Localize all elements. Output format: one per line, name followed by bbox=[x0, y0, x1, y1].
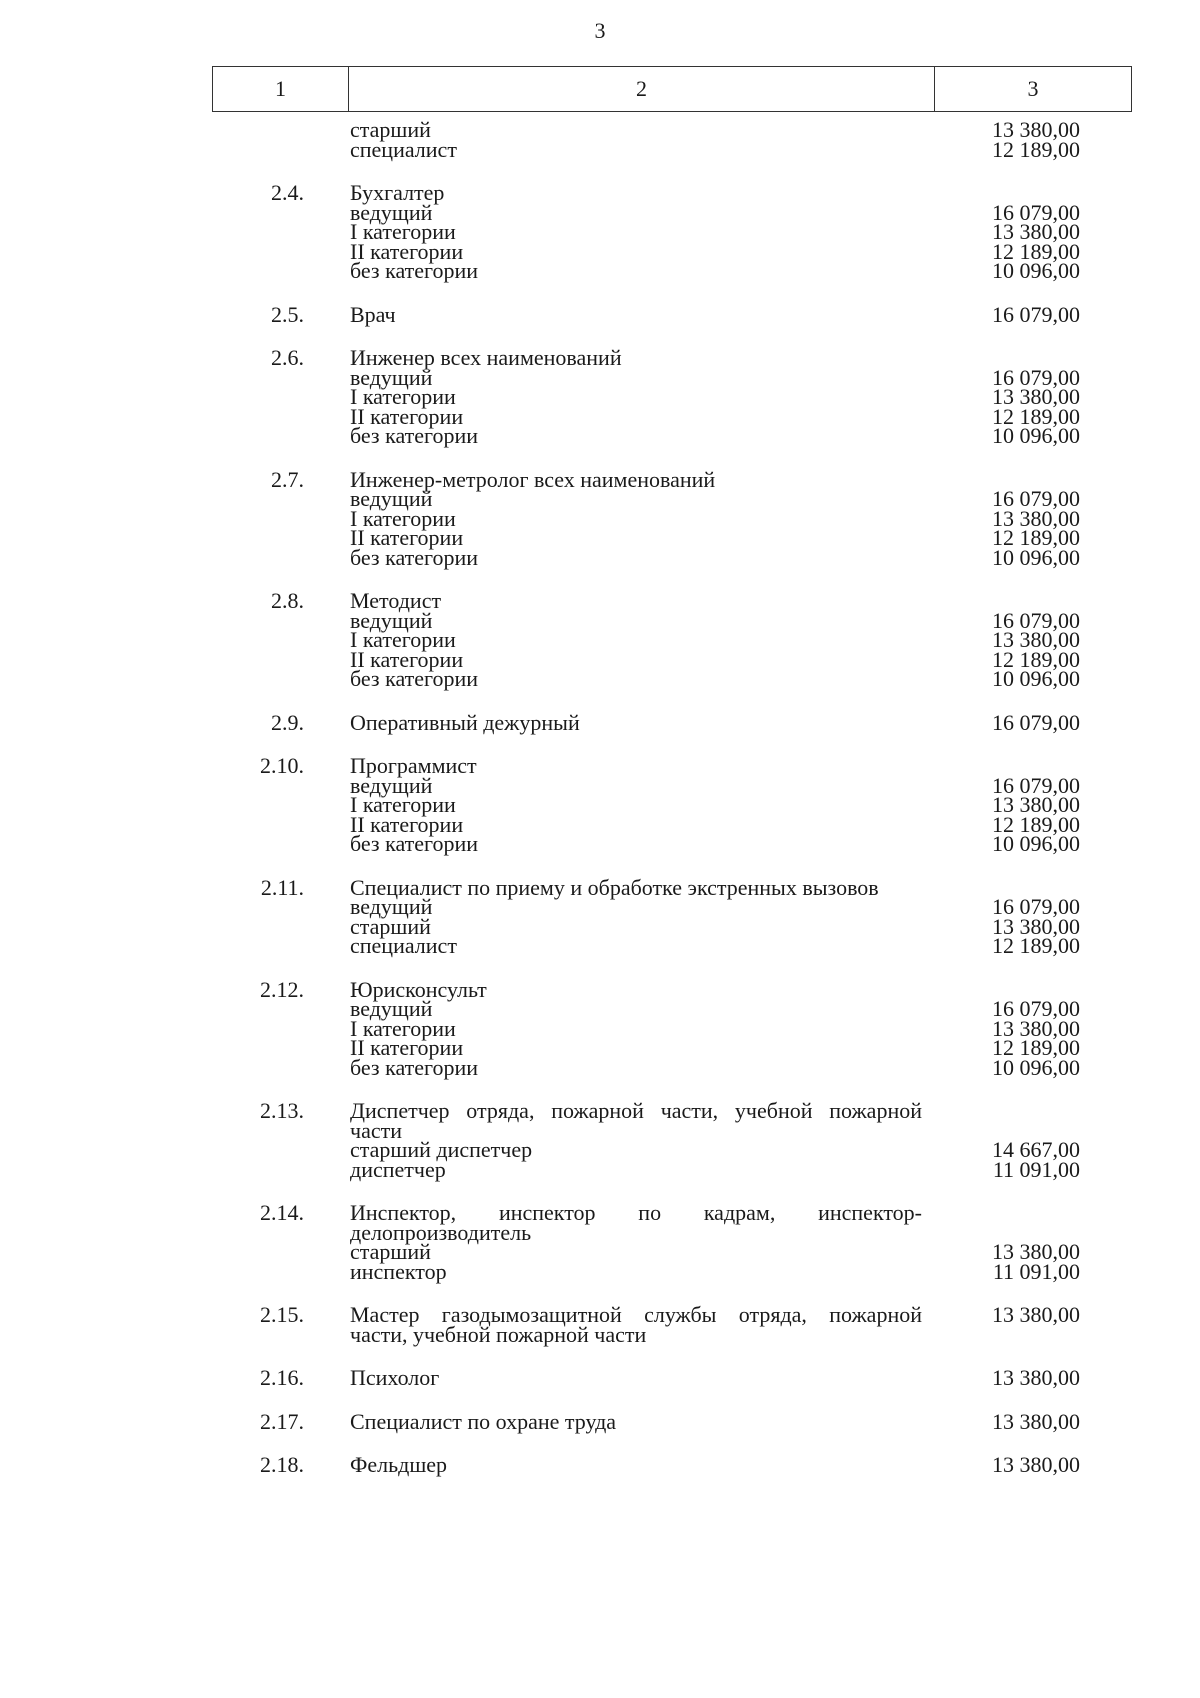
row-sublabel: ведущий bbox=[350, 364, 433, 390]
row-values bbox=[930, 878, 1080, 956]
row-values bbox=[930, 591, 1080, 689]
row-values bbox=[930, 1203, 1080, 1284]
row-title: Специалист по приему и обработке экстренных вызовов bbox=[350, 874, 879, 900]
row-values bbox=[930, 1365, 1080, 1390]
row-sublabel: II категории bbox=[350, 525, 464, 550]
row-values bbox=[930, 980, 1080, 1078]
row-value: 13 380,00 bbox=[992, 1452, 1080, 1477]
row-value: 12 189,00 bbox=[992, 136, 1080, 162]
row-title: Фельдшер bbox=[350, 1452, 448, 1477]
row-sublabel: инспектор bbox=[350, 1258, 447, 1284]
page-number: 3 bbox=[594, 18, 606, 43]
table-row bbox=[0, 117, 1200, 162]
row-value: 12 189,00 bbox=[992, 646, 1080, 672]
row-title: Мастер газодымозащитной службы отряда, пожарной bbox=[350, 1302, 922, 1327]
row-sublabel: ведущий bbox=[350, 996, 433, 1021]
row-sublabel: без категории bbox=[350, 544, 479, 570]
row-number: 2.10. bbox=[260, 753, 304, 778]
row-value: 10 096,00 bbox=[992, 831, 1080, 856]
row-title: Психолог bbox=[350, 1365, 440, 1390]
row-sublabel: ведущий bbox=[350, 199, 433, 225]
row-description bbox=[350, 301, 922, 327]
row-value: 10 096,00 bbox=[992, 544, 1080, 570]
row-sublabel: ведущий bbox=[350, 894, 433, 919]
row-value: 13 380,00 bbox=[992, 1015, 1080, 1041]
row-sublabel: без категории bbox=[350, 1054, 479, 1080]
row-values bbox=[930, 1452, 1080, 1477]
row-title: Юрисконсульт bbox=[350, 976, 487, 1002]
row-value: 12 189,00 bbox=[992, 1035, 1080, 1060]
row-sublabel: I категории bbox=[350, 384, 456, 409]
row-description bbox=[350, 466, 922, 570]
row-value: 13 380,00 bbox=[992, 384, 1080, 409]
row-number: 2.14. bbox=[260, 1200, 304, 1225]
row-sublabel: старший диспетчер bbox=[350, 1137, 533, 1162]
table-row bbox=[0, 345, 1200, 448]
row-title: Специалист по охране труда bbox=[350, 1408, 617, 1434]
row-description bbox=[350, 976, 922, 1080]
row-sublabel: без категории bbox=[350, 258, 479, 283]
row-sublabel: ведущий bbox=[350, 607, 433, 633]
row-sublabel: старший bbox=[350, 1239, 431, 1264]
table-row bbox=[0, 1408, 1200, 1434]
row-value: 16 079,00 bbox=[992, 996, 1080, 1021]
table-row bbox=[0, 874, 1200, 958]
row-sublabel: I категории bbox=[350, 792, 456, 817]
table-row bbox=[0, 1365, 1200, 1390]
row-sublabel: старший bbox=[350, 913, 431, 939]
row-description bbox=[350, 874, 922, 958]
row-title: части bbox=[350, 1117, 402, 1143]
table-row bbox=[0, 466, 1200, 570]
row-value: 13 380,00 bbox=[992, 1408, 1080, 1434]
row-sublabel: II категории bbox=[350, 646, 464, 672]
row-description bbox=[350, 1452, 922, 1477]
row-values bbox=[930, 117, 1080, 162]
row-description bbox=[350, 1200, 922, 1284]
row-values bbox=[930, 756, 1080, 854]
row-description bbox=[350, 345, 922, 448]
row-sublabel: специалист bbox=[350, 136, 457, 162]
table-row bbox=[0, 709, 1200, 735]
row-value: 12 189,00 bbox=[992, 811, 1080, 837]
row-values bbox=[930, 709, 1080, 735]
row-number: 2.9. bbox=[271, 709, 304, 735]
table-row bbox=[0, 1200, 1200, 1284]
row-value: 10 096,00 bbox=[992, 666, 1080, 691]
row-sublabel: ведущий bbox=[350, 486, 433, 511]
row-number: 2.13. bbox=[260, 1098, 304, 1123]
row-value: 16 079,00 bbox=[992, 607, 1080, 633]
row-value: 14 667,00 bbox=[992, 1137, 1080, 1162]
row-sublabel: II категории bbox=[350, 238, 464, 264]
row-title: делопроизводитель bbox=[350, 1219, 532, 1245]
row-number: 2.6. bbox=[271, 345, 304, 370]
table-row bbox=[0, 301, 1200, 327]
row-sublabel: без категории bbox=[350, 423, 479, 448]
row-value: 10 096,00 bbox=[992, 423, 1080, 448]
row-value: 12 189,00 bbox=[992, 525, 1080, 550]
row-value: 13 380,00 bbox=[992, 1365, 1080, 1390]
row-description bbox=[350, 588, 922, 691]
row-sublabel: без категории bbox=[350, 831, 479, 856]
row-title: Инженер всех наименований bbox=[350, 345, 622, 370]
row-title: Методист bbox=[350, 588, 442, 613]
value-spacer bbox=[930, 1203, 1080, 1223]
table-row bbox=[0, 180, 1200, 283]
table-row bbox=[0, 588, 1200, 691]
row-values bbox=[930, 1408, 1080, 1434]
row-values bbox=[930, 348, 1080, 446]
row-sublabel: II категории bbox=[350, 811, 464, 837]
row-title: Оперативный дежурный bbox=[350, 709, 580, 735]
row-title: Программист bbox=[350, 753, 477, 778]
row-value: 13 380,00 bbox=[992, 1239, 1080, 1264]
row-number: 2.11. bbox=[260, 874, 304, 900]
row-value: 12 189,00 bbox=[992, 403, 1080, 429]
row-description bbox=[350, 117, 922, 162]
row-values bbox=[930, 1101, 1080, 1182]
row-description bbox=[350, 1365, 922, 1390]
row-value: 16 079,00 bbox=[992, 894, 1080, 919]
row-value: 16 079,00 bbox=[992, 364, 1080, 390]
row-sublabel: II категории bbox=[350, 1035, 464, 1060]
row-sublabel: диспетчер bbox=[350, 1156, 446, 1182]
header-col-1: 1 bbox=[213, 67, 349, 111]
table-row bbox=[0, 1452, 1200, 1477]
row-number: 2.5. bbox=[271, 301, 304, 327]
table-row bbox=[0, 1098, 1200, 1182]
row-value: 10 096,00 bbox=[992, 258, 1080, 283]
row-values bbox=[930, 301, 1080, 327]
row-sublabel: I категории bbox=[350, 219, 456, 244]
row-value: 16 079,00 bbox=[992, 301, 1080, 327]
header-col-3: 3 bbox=[1027, 76, 1039, 101]
table-body bbox=[0, 117, 1200, 1499]
header-col-2: 2 bbox=[349, 67, 935, 111]
row-description bbox=[350, 180, 922, 283]
row-value: 16 079,00 bbox=[992, 199, 1080, 225]
row-value: 13 380,00 bbox=[992, 1302, 1080, 1327]
row-value: 16 079,00 bbox=[992, 709, 1080, 735]
row-description bbox=[350, 753, 922, 856]
row-value: 13 380,00 bbox=[992, 913, 1080, 939]
row-value: 13 380,00 bbox=[992, 792, 1080, 817]
row-sublabel: II категории bbox=[350, 403, 464, 429]
row-number: 2.17. bbox=[260, 1408, 304, 1434]
row-description bbox=[350, 1098, 922, 1182]
row-sublabel: без категории bbox=[350, 666, 479, 691]
row-sublabel: ведущий bbox=[350, 772, 433, 798]
row-value: 13 380,00 bbox=[992, 505, 1080, 531]
row-number: 2.7. bbox=[271, 466, 304, 492]
row-number: 2.15. bbox=[260, 1302, 304, 1327]
row-description bbox=[350, 709, 922, 735]
row-values bbox=[930, 470, 1080, 568]
row-number: 2.4. bbox=[271, 180, 304, 205]
row-value: 12 189,00 bbox=[992, 238, 1080, 264]
row-title: Бухгалтер bbox=[350, 180, 445, 205]
row-number: 2.12. bbox=[260, 976, 304, 1002]
row-value: 13 380,00 bbox=[992, 219, 1080, 244]
row-description bbox=[350, 1408, 922, 1434]
row-title: части, учебной пожарной части bbox=[350, 1321, 647, 1347]
row-value: 16 079,00 bbox=[992, 772, 1080, 798]
row-number: 2.16. bbox=[260, 1365, 304, 1390]
table-row bbox=[0, 753, 1200, 856]
row-description bbox=[350, 1302, 922, 1347]
row-sublabel: специалист bbox=[350, 933, 457, 958]
row-value: 11 091,00 bbox=[992, 1258, 1080, 1284]
row-title: Врач bbox=[350, 301, 396, 327]
row-number: 2.8. bbox=[271, 588, 304, 613]
row-value: 11 091,00 bbox=[992, 1156, 1080, 1182]
table-row bbox=[0, 976, 1200, 1080]
row-value: 12 189,00 bbox=[992, 933, 1080, 958]
row-sublabel: старший bbox=[350, 117, 431, 142]
row-value: 10 096,00 bbox=[992, 1054, 1080, 1080]
row-values bbox=[930, 1302, 1080, 1327]
row-title: Инспектор, инспектор по кадрам, инспектор- bbox=[350, 1200, 922, 1225]
table-row bbox=[0, 1302, 1200, 1347]
row-sublabel: I категории bbox=[350, 505, 456, 531]
row-value: 16 079,00 bbox=[992, 486, 1080, 511]
row-value: 13 380,00 bbox=[992, 627, 1080, 652]
value-spacer bbox=[930, 1101, 1080, 1121]
row-values bbox=[930, 183, 1080, 281]
row-sublabel: I категории bbox=[350, 1015, 456, 1041]
table-header bbox=[212, 66, 1132, 112]
row-sublabel: I категории bbox=[350, 627, 456, 652]
row-number: 2.18. bbox=[260, 1452, 304, 1477]
row-value: 13 380,00 bbox=[992, 117, 1080, 142]
row-title: Инженер-метролог всех наименований bbox=[350, 466, 716, 492]
row-title: Диспетчер отряда, пожарной части, учебной пожарной bbox=[350, 1098, 922, 1123]
